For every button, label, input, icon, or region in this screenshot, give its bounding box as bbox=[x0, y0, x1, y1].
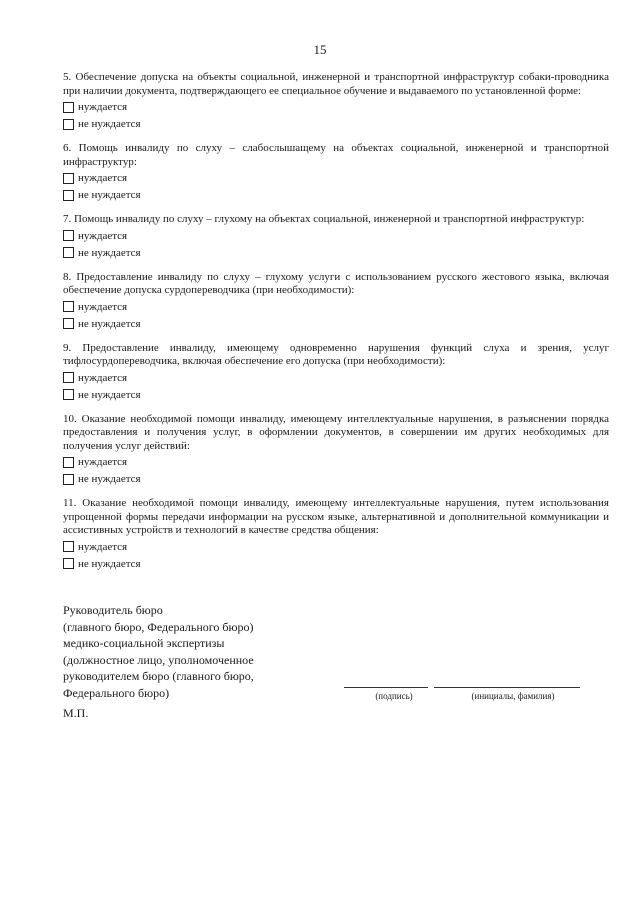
name-caption: (инициалы, фамилия) bbox=[471, 691, 555, 701]
option-needs[interactable] bbox=[63, 539, 609, 555]
signature-line-text: (главного бюро, Федерального бюро) bbox=[63, 619, 254, 634]
checkbox[interactable] bbox=[63, 230, 74, 241]
option-not-needs[interactable] bbox=[63, 187, 609, 203]
checkbox[interactable] bbox=[63, 318, 74, 329]
section-question: 5. Обеспечение допуска на объекты социальной, инженерной и транспортной инфраструктур собаки-проводника при наличии документа, подтверждающего ее специальное обучение и выдаваемого по установленной форме: bbox=[63, 71, 609, 97]
section-question: 11. Оказание необходимой помощи инвалиду, имеющему интеллектуальные нарушения, путем использования упрощенной формы передачи информации на русском языке, альтернативной и дополнительной коммуникации и ассистивных устройств и технологий в качестве средства общения: bbox=[63, 497, 609, 536]
checkbox[interactable] bbox=[63, 474, 74, 485]
checkbox[interactable] bbox=[63, 389, 74, 400]
option-label: нуждается bbox=[78, 300, 128, 313]
option-not-needs[interactable] bbox=[63, 556, 609, 572]
section-10 bbox=[63, 413, 609, 488]
option-not-needs[interactable] bbox=[63, 245, 609, 261]
option-not-needs[interactable] bbox=[63, 387, 609, 403]
option-label: не нуждается bbox=[78, 246, 141, 259]
signature-line-text: (должностное лицо, уполномоченное bbox=[63, 652, 254, 667]
section-8 bbox=[63, 271, 609, 332]
checkbox[interactable] bbox=[63, 190, 74, 201]
option-label: нуждается bbox=[78, 101, 128, 113]
option-label: не нуждается bbox=[78, 317, 141, 330]
seal-placeholder: М.П. bbox=[63, 706, 89, 720]
option-label: не нуждается bbox=[78, 473, 141, 485]
page-number: 15 bbox=[313, 42, 327, 57]
checkbox[interactable] bbox=[63, 457, 74, 468]
option-needs[interactable] bbox=[63, 170, 609, 186]
section-question: 9. Предоставление инвалиду, имеющему одновременно нарушения функций слуха и зрения, услуг тифлосурдопереводчика, включая обеспечение его допуска (при необходимости): bbox=[63, 341, 609, 367]
signature-line-text: медико-социальной экспертизы bbox=[63, 636, 225, 650]
section-6 bbox=[63, 142, 609, 203]
option-label: нуждается bbox=[78, 371, 128, 384]
checkbox[interactable] bbox=[63, 247, 74, 258]
checkbox[interactable] bbox=[63, 173, 74, 184]
option-label: не нуждается bbox=[78, 118, 141, 130]
option-label: не нуждается bbox=[78, 189, 141, 201]
section-5 bbox=[63, 71, 609, 132]
option-label: нуждается bbox=[78, 229, 128, 242]
option-needs[interactable] bbox=[63, 454, 609, 470]
option-needs[interactable] bbox=[63, 228, 609, 244]
option-not-needs[interactable] bbox=[63, 316, 609, 332]
signature-line-text: Руководитель бюро bbox=[63, 603, 163, 617]
questionnaire-sections bbox=[63, 71, 609, 582]
option-label: нуждается bbox=[78, 456, 128, 468]
section-question: 8. Предоставление инвалиду по слуху – глухому услуги с использованием русского жестового языка, включая обеспечение допуска сурдопереводчика (при необходимости): bbox=[63, 270, 609, 296]
checkbox[interactable] bbox=[63, 301, 74, 312]
section-9 bbox=[63, 342, 609, 403]
name-line bbox=[434, 687, 580, 688]
signature-block bbox=[63, 602, 283, 701]
option-needs[interactable] bbox=[63, 99, 609, 115]
signature-caption: (подпись) bbox=[375, 691, 413, 701]
option-not-needs[interactable] bbox=[63, 471, 609, 487]
checkbox[interactable] bbox=[63, 372, 74, 383]
checkbox[interactable] bbox=[63, 119, 74, 130]
option-label: не нуждается bbox=[78, 557, 141, 570]
section-question: 7. Помощь инвалиду по слуху – глухому на объектах социальной, инженерной и транспортной инфраструктур: bbox=[63, 213, 585, 225]
section-11 bbox=[63, 497, 609, 572]
option-label: нуждается bbox=[78, 172, 128, 184]
checkbox[interactable] bbox=[63, 541, 74, 552]
signature-line bbox=[344, 687, 428, 688]
signature-line-text: Федерального бюро) bbox=[63, 685, 170, 700]
section-7 bbox=[63, 213, 609, 261]
signature-line-text: руководителем бюро (главного бюро, bbox=[63, 669, 254, 683]
option-label: нуждается bbox=[78, 540, 128, 553]
option-label: не нуждается bbox=[78, 388, 141, 401]
option-needs[interactable] bbox=[63, 299, 609, 315]
checkbox[interactable] bbox=[63, 102, 74, 113]
option-needs[interactable] bbox=[63, 370, 609, 386]
checkbox[interactable] bbox=[63, 558, 74, 569]
section-question: 10. Оказание необходимой помощи инвалиду, имеющему интеллектуальные нарушения, в разъяснении порядка предоставления и получения услуг, в оформлении документов, в совершении им других необходимых для получения услуг действий: bbox=[63, 412, 609, 452]
section-question: 6. Помощь инвалиду по слуху – слабослышащему на объектах социальной, инженерной и транспортной инфраструктур: bbox=[63, 142, 609, 168]
option-not-needs[interactable] bbox=[63, 116, 609, 132]
